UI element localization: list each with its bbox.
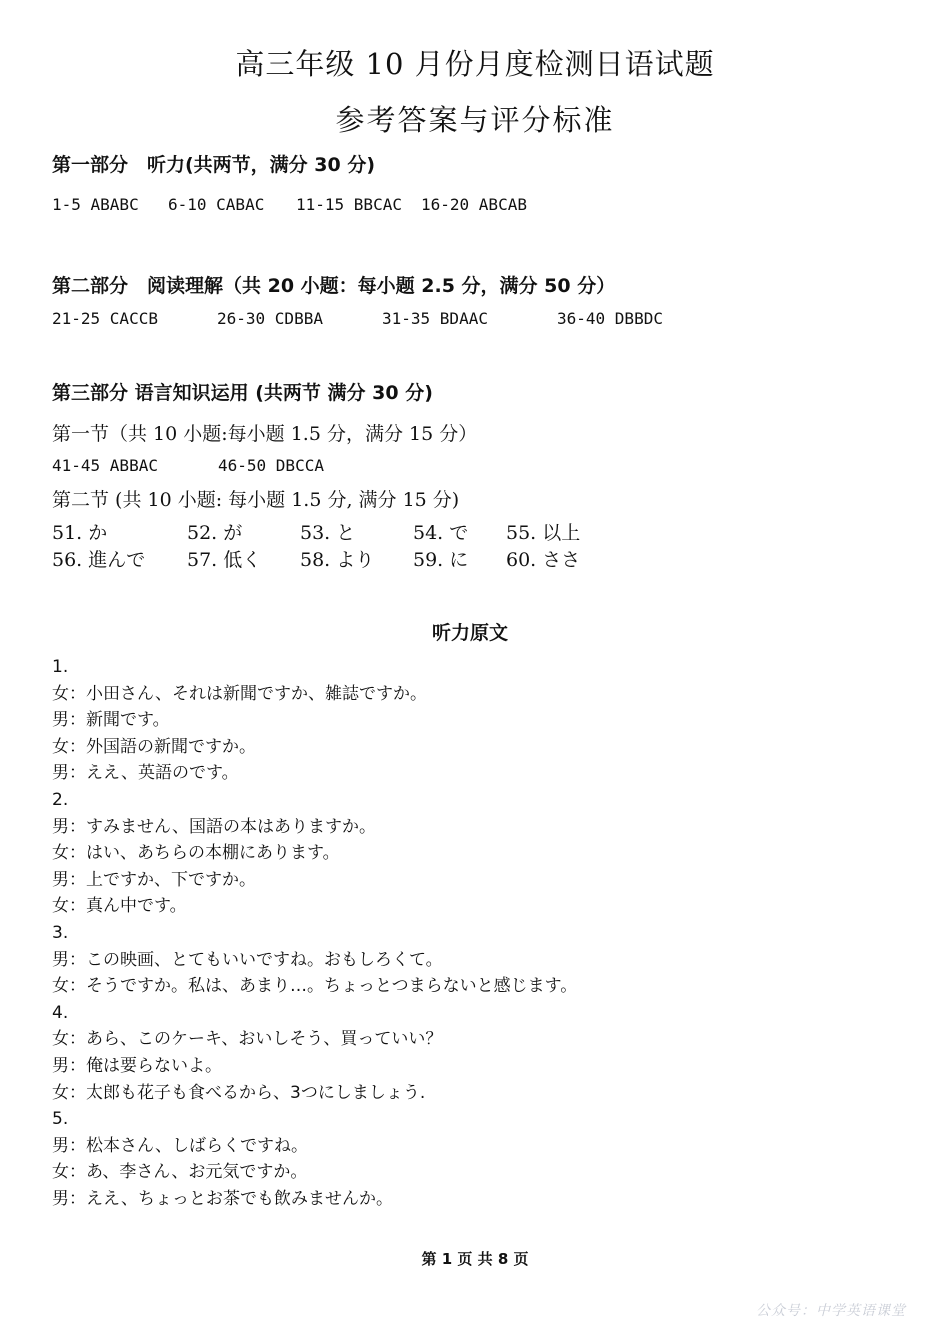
fill-answer: 60. ささ bbox=[506, 549, 581, 571]
page-number-footer: 第 1 页 共 8 页 bbox=[421, 1250, 529, 1268]
part3-section1-answers bbox=[52, 456, 324, 475]
transcript-line: 男：俺は要らないよ。 bbox=[52, 1055, 222, 1076]
fill-answer: 56. 進んで bbox=[52, 549, 146, 571]
transcript-line: 5. bbox=[52, 1109, 69, 1130]
answer-group: 6-10 CABAC bbox=[168, 195, 265, 214]
fill-answer: 55. 以上 bbox=[506, 522, 581, 544]
fill-answer: 57. 低く bbox=[187, 549, 262, 571]
transcript-line: 2. bbox=[52, 789, 69, 810]
fill-answer: 52. が bbox=[187, 522, 243, 544]
answer-group: 26-30 CDBBA bbox=[217, 309, 323, 328]
transcript-line: 女：そうですか。私は、あまり…。ちょっとつまらないと感じます。 bbox=[52, 976, 578, 997]
fill-answer: 54. で bbox=[413, 522, 469, 544]
answer-group: 16-20 ABCAB bbox=[421, 195, 527, 214]
transcript-line: 1. bbox=[52, 657, 69, 677]
page-subtitle: 参考答案与评分标准 bbox=[335, 103, 615, 137]
fill-answer: 58. より bbox=[300, 549, 375, 571]
answer-group: 41-45 ABBAC bbox=[52, 456, 158, 475]
part2-heading: 第二部分 阅读理解（共 20 小题：每小题 2.5 分，满分 50 分） bbox=[52, 275, 616, 297]
fill-answer: 53. と bbox=[300, 522, 356, 544]
answer-group: 31-35 BDAAC bbox=[382, 309, 488, 328]
answer-group: 36-40 DBBDC bbox=[557, 309, 663, 328]
listening-transcript bbox=[52, 654, 577, 1212]
fill-answer: 59. に bbox=[413, 549, 469, 571]
transcript-line: 4. bbox=[52, 1002, 69, 1023]
transcript-line: 男：すみません、国語の本はありますか。 bbox=[52, 816, 377, 837]
part3-section2-heading: 第二节 (共 10 小题: 每小题 1.5 分, 满分 15 分) bbox=[52, 489, 460, 511]
transcript-line: 女：太郎も花子も食べるから、3つにしましょう. bbox=[52, 1082, 426, 1103]
page-title: 高三年级 10 月份月度检测日语试题 bbox=[235, 47, 715, 81]
part3-section2-row1 bbox=[52, 518, 580, 545]
part3-section1-heading: 第一节（共 10 小题:每小题 1.5 分，满分 15 分） bbox=[52, 423, 478, 445]
transcript-line: 男：ええ、ちょっとお茶でも飲みませんか。 bbox=[52, 1188, 394, 1209]
part1-answers bbox=[52, 195, 527, 214]
answer-group: 11-15 BBCAC bbox=[296, 195, 402, 214]
transcript-line: 女：外国語の新聞ですか。 bbox=[52, 736, 256, 757]
fill-answer: 51. か bbox=[52, 522, 108, 544]
transcript-line: 男：この映画、とてもいいですね。おもしろくて。 bbox=[52, 949, 443, 970]
transcript-line: 女：あら、このケーキ、おいしそう、買っていい？ bbox=[52, 1029, 443, 1050]
part1-heading: 第一部分 听力(共两节，满分 30 分) bbox=[52, 154, 376, 176]
watermark: 公众号：中学英语课堂 bbox=[756, 1303, 906, 1319]
answer-group: 1-5 ABABC bbox=[52, 195, 139, 214]
part3-heading: 第三部分 语言知识运用 (共两节 满分 30 分) bbox=[52, 382, 433, 404]
transcript-line: 男：新聞です。 bbox=[52, 710, 170, 731]
transcript-line: 女：小田さん、それは新聞ですか、雑誌ですか。 bbox=[52, 683, 428, 704]
listening-transcript-title: 听力原文 bbox=[431, 622, 508, 644]
answer-group: 21-25 CACCB bbox=[52, 309, 158, 328]
transcript-line: 女：真ん中です。 bbox=[52, 896, 187, 917]
part2-answers bbox=[52, 309, 663, 328]
transcript-line: 3. bbox=[52, 922, 69, 943]
answer-group: 46-50 DBCCA bbox=[218, 456, 324, 475]
transcript-line: 男：松本さん、しばらくですね。 bbox=[52, 1135, 309, 1156]
transcript-line: 男：ええ、英語のです。 bbox=[52, 763, 239, 784]
part3-section2-row2 bbox=[52, 545, 580, 572]
transcript-line: 女：あ、李さん、お元気ですか。 bbox=[52, 1162, 308, 1183]
transcript-line: 男：上ですか、下ですか。 bbox=[52, 869, 256, 890]
transcript-line: 女：はい、あちらの本棚にあります。 bbox=[52, 843, 340, 864]
